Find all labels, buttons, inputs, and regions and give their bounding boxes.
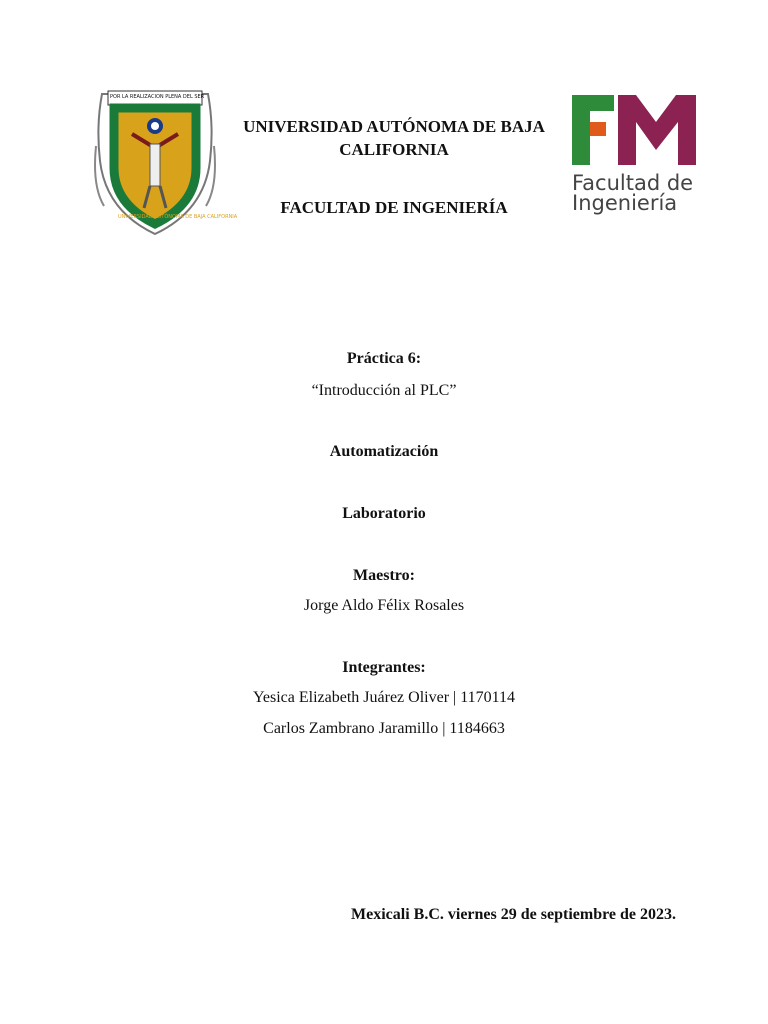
fi-monogram-graphic	[568, 92, 700, 172]
practice-title: “Introducción al PLC”	[311, 382, 457, 399]
document-type: Laboratorio	[342, 505, 426, 522]
faculty-title: FACULTAD DE INGENIERÍA	[280, 198, 508, 217]
uabc-seal-logo	[94, 86, 238, 236]
member-item: Yesica Elizabeth Juárez Oliver | 1170114	[252, 689, 516, 706]
seal-motto-top: POR LA REALIZACION PLENA DEL SER	[110, 94, 205, 100]
place-date: Mexicali B.C. viernes 29 de septiembre de 2023.	[351, 906, 676, 923]
members-label: Integrantes:	[342, 659, 426, 676]
fi-logo-text-line2: Ingeniería	[572, 191, 678, 215]
facultad-ingenieria-logo	[568, 92, 700, 216]
teacher-label: Maestro:	[353, 567, 415, 584]
teacher-name: Jorge Aldo Félix Rosales	[303, 597, 465, 614]
fi-logo-text-line1: Facultad de	[572, 171, 694, 195]
practice-label: Práctica 6:	[346, 350, 422, 367]
university-name: UNIVERSIDAD AUTÓNOMA DE BAJA CALIFORNIA	[243, 117, 545, 159]
seal-motto-ring: UNIVERSIDAD AUTÓNOMA DE BAJA CALIFORNIA	[118, 214, 238, 220]
member-item: Carlos Zambrano Jaramillo | 1184663	[263, 720, 505, 737]
subject-name: Automatización	[329, 443, 439, 460]
